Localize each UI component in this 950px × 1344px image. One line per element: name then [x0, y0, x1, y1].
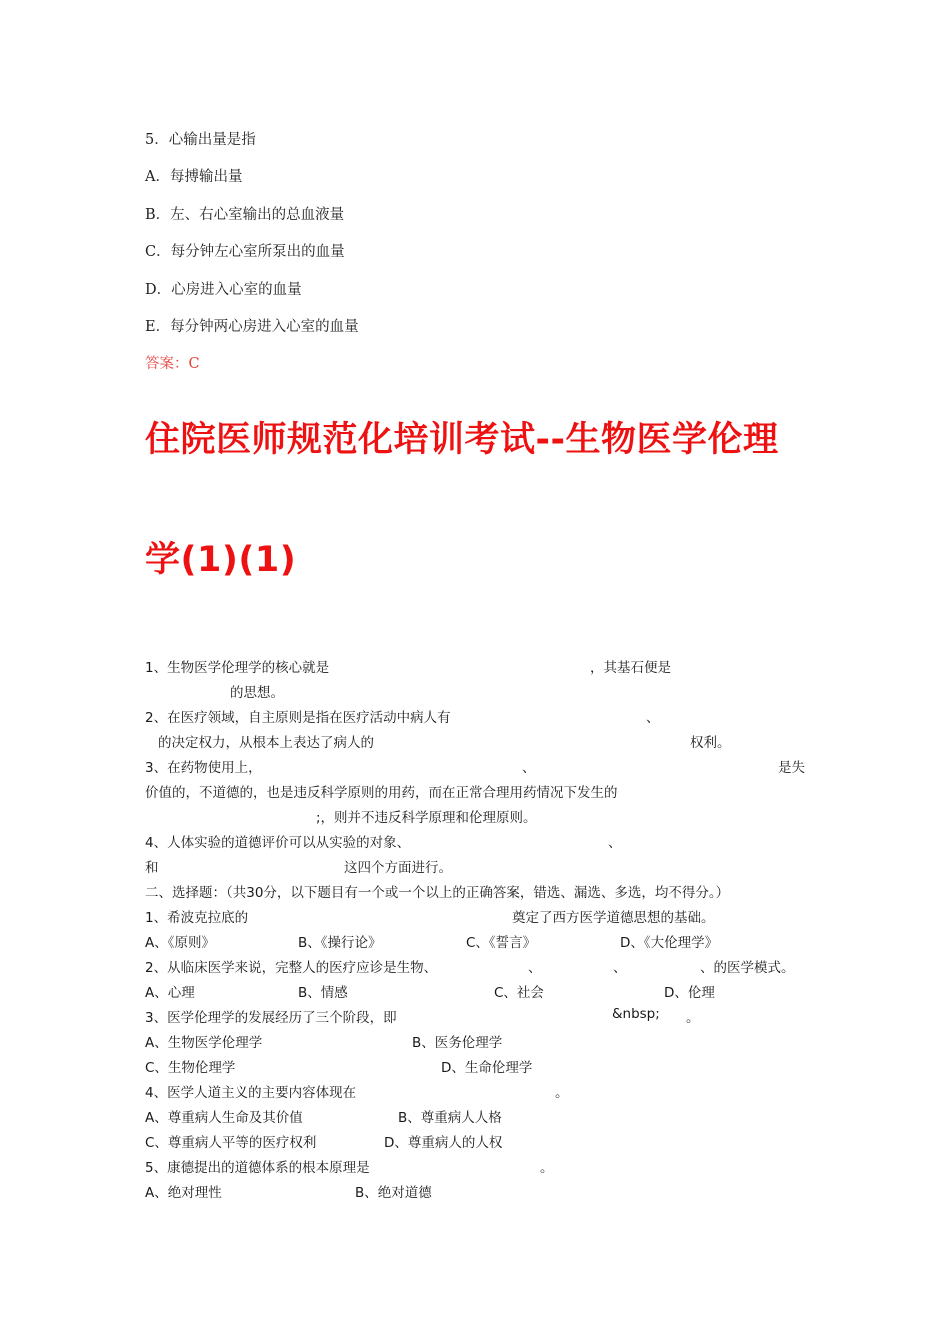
fill-q3-b: 、	[522, 760, 536, 776]
fill-q2-a: 2、在医疗领域，自主原则是指在医疗活动中病人有	[145, 710, 451, 726]
fill-q2-c: 的决定权力，从根本上表达了病人的	[158, 735, 374, 751]
option-c: C．每分钟左心室所泵出的血量	[145, 244, 345, 260]
choice-q3-end: 。	[686, 1010, 700, 1026]
question-stem: 5．心输出量是指	[145, 132, 256, 148]
choice-q2: 2、从临床医学来说，完整人的医疗应诊是生物、	[145, 960, 438, 976]
fill-q3-a: 3、在药物使用上，	[145, 760, 262, 776]
option-a: A．每搏输出量	[145, 169, 243, 185]
page-title-line1: 住院医师规范化培训考试--生物医学伦理	[145, 420, 779, 460]
fill-q1-b: ，其基石便是	[590, 660, 671, 676]
choice-q4-opt-d: D、尊重病人的人权	[384, 1135, 503, 1151]
fill-q4-d: 这四个方面进行。	[344, 860, 452, 876]
choice-q4-opt-b: B、尊重病人人格	[398, 1110, 502, 1126]
page-title-line2: 学(1)(1)	[145, 540, 297, 580]
choice-q2-opt-c: C、社会	[494, 985, 544, 1001]
fill-q3-e: ;，则并不违反科学原理和伦理原则。	[316, 810, 537, 826]
choice-q3-opt-a: A、生物医学伦理学	[145, 1035, 263, 1051]
choice-q4: 4、医学人道主义的主要内容体现在	[145, 1085, 357, 1101]
option-e: E．每分钟两心房进入心室的血量	[145, 319, 359, 335]
choice-q3-opt-d: D、生命伦理学	[441, 1060, 533, 1076]
choice-q3-opt-b: B、医务伦理学	[412, 1035, 503, 1051]
choice-q1-tail: 奠定了西方医学道德思想的基础。	[512, 910, 715, 926]
choice-q5-end: 。	[540, 1160, 554, 1176]
choice-q1: 1、希波克拉底的	[145, 910, 249, 926]
choice-q2-sep1: 、	[528, 960, 542, 976]
fill-q2-d: 权利。	[690, 735, 731, 751]
choice-q1-opt-c: C、《誓言》	[466, 935, 537, 951]
option-d: D．心房进入心室的血量	[145, 282, 302, 298]
fill-q3-d: 价值的，不道德的，也是违反科学原则的用药，而在正常合理用药情况下发生的	[145, 785, 618, 801]
fill-q4-a: 4、人体实验的道德评价可以从实验的对象、	[145, 835, 411, 851]
fill-q1-c: 的思想。	[230, 685, 284, 701]
option-b: B．左、右心室输出的总血液量	[145, 207, 345, 223]
choice-q3-nbsp: &nbsp;	[612, 1006, 660, 1022]
fill-q4-c: 和	[145, 860, 159, 876]
choice-q2-opt-a: A、心理	[145, 985, 195, 1001]
fill-q1-a: 1、生物医学伦理学的核心就是	[145, 660, 330, 676]
choice-q1-opt-b: B、《操行论》	[298, 935, 382, 951]
choice-q5: 5、康德提出的道德体系的根本原理是	[145, 1160, 370, 1176]
answer-text: 答案：C	[145, 356, 200, 372]
choice-q5-opt-a: A、绝对理性	[145, 1185, 222, 1201]
choice-header: 二、选择题：（共30分，以下题目有一个或一个以上的正确答案，错选、漏选、多选，均不得分。）	[145, 885, 730, 901]
choice-q3: 3、医学伦理学的发展经历了三个阶段，即	[145, 1010, 397, 1026]
choice-q1-opt-d: D、《大伦理学》	[620, 935, 719, 951]
choice-q3-opt-c: C、生物伦理学	[145, 1060, 236, 1076]
fill-q4-b: 、	[608, 835, 622, 851]
fill-q3-c: 是失	[778, 760, 805, 776]
choice-q1-opt-a: A、《原则》	[145, 935, 215, 951]
fill-q2-b: 、	[646, 710, 660, 726]
choice-q4-opt-a: A、尊重病人生命及其价值	[145, 1110, 303, 1126]
choice-q2-opt-d: D、伦理	[664, 985, 715, 1001]
choice-q2-opt-b: B、情感	[298, 985, 348, 1001]
choice-q4-end: 。	[555, 1085, 569, 1101]
choice-q4-opt-c: C、尊重病人平等的医疗权利	[145, 1135, 317, 1151]
choice-q2-tail: 、的医学模式。	[700, 960, 795, 976]
choice-q5-opt-b: B、绝对道德	[355, 1185, 432, 1201]
choice-q2-sep2: 、	[613, 960, 627, 976]
